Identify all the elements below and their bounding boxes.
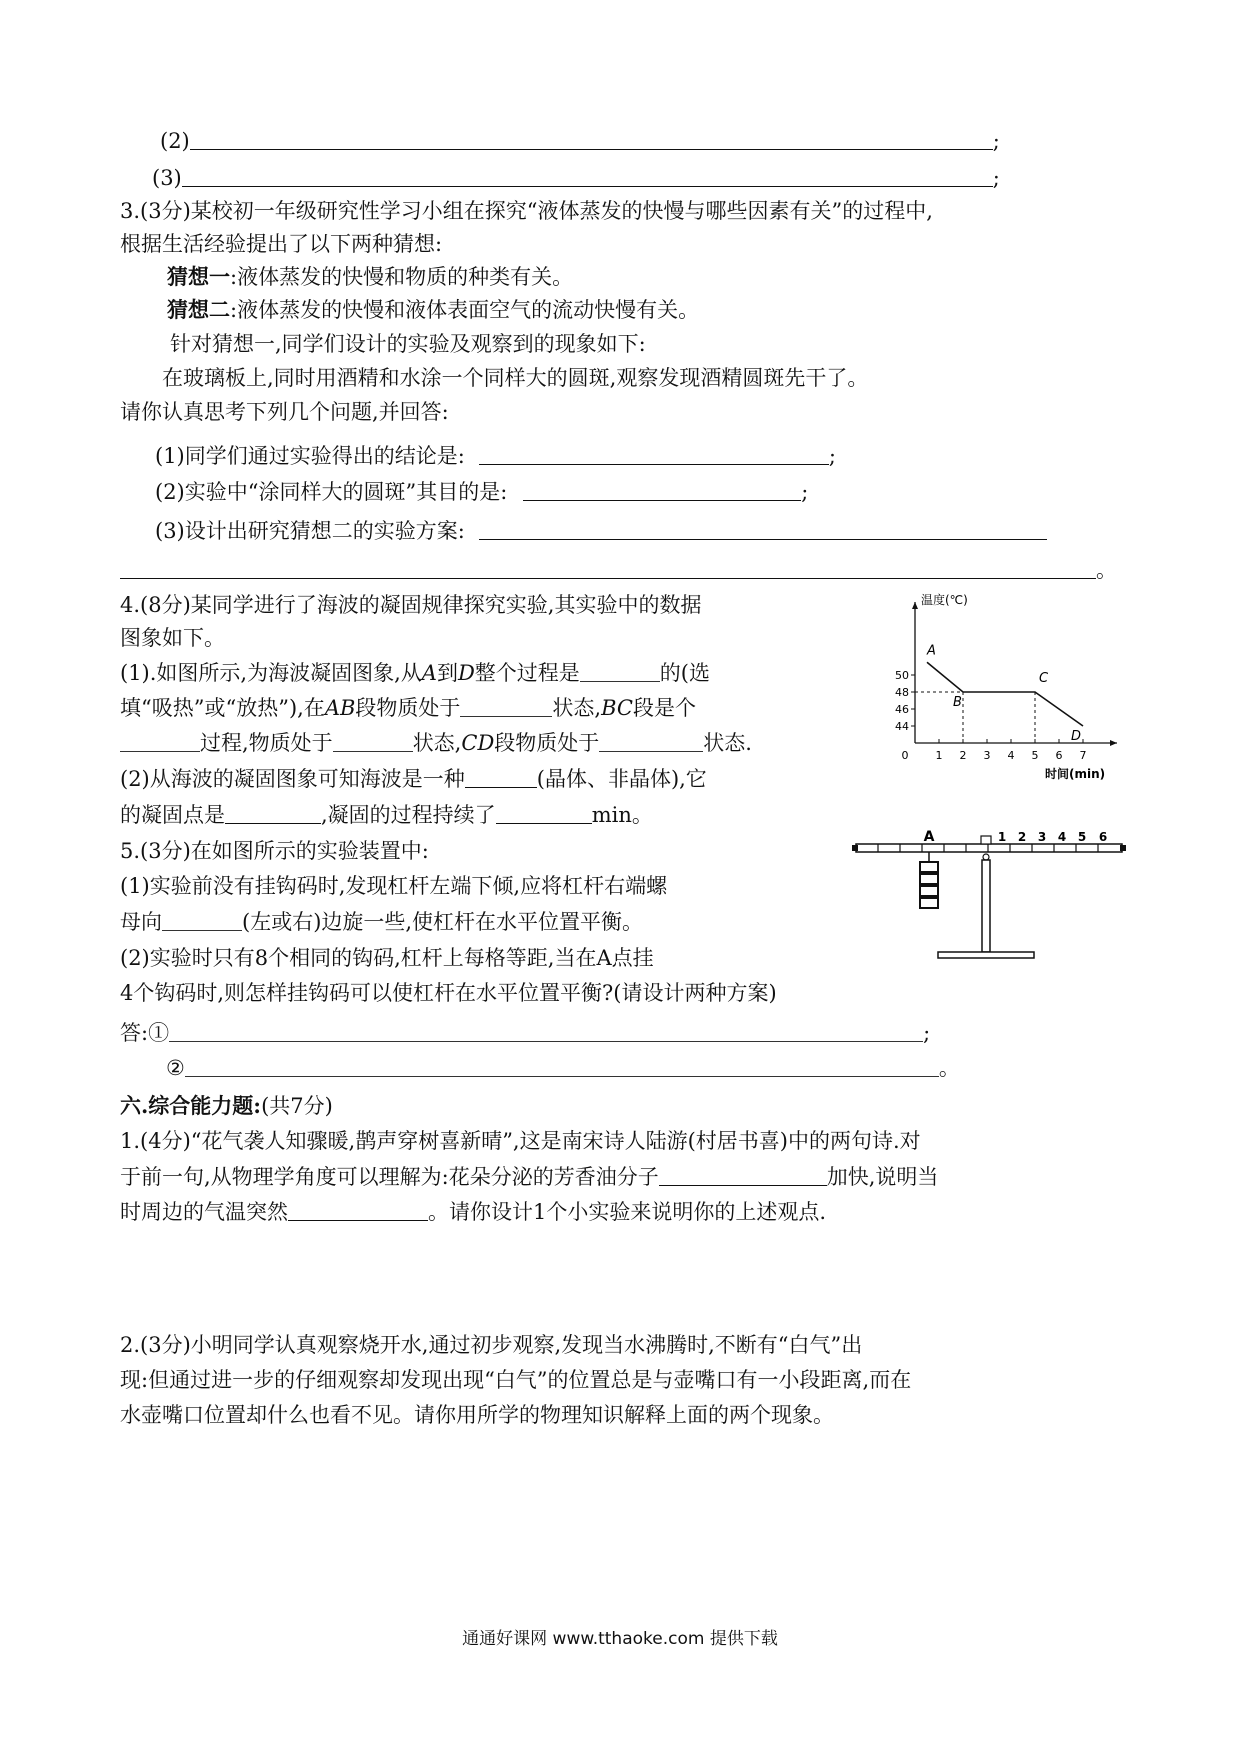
q3-intro-1: 3.(3分)某校初一年级研究性学习小组在探究“液体蒸发的快慢与哪些因素有关”的过程中, xyxy=(120,199,933,223)
q4-l3-c: 整个过程是 xyxy=(474,661,580,685)
q6-p2-line-2: 现:但通过进一步的仔细观察却发现出现“白气”的位置总是与壶嘴口有一小段距离,而在 xyxy=(120,1368,912,1392)
x-tick-label: 5 xyxy=(1031,749,1039,762)
q3-sub-2-end: ; xyxy=(801,480,809,504)
lever-mark-1: 1 xyxy=(997,830,1007,844)
q2-answer-blank-2[interactable] xyxy=(190,127,993,150)
q6-p2-line-1: 2.(3分)小明同学认真观察烧开水,通过初步观察,发现当水沸腾时,不断有“白气”出 xyxy=(120,1333,863,1357)
q3-intro-2: 根据生活经验提出了以下两种猜想: xyxy=(120,232,443,256)
q5-line-1: 5.(3分)在如图所示的实验装置中: xyxy=(120,839,429,863)
point-label-b: B xyxy=(953,695,962,710)
q2-answer-blank-3[interactable] xyxy=(182,164,993,187)
q5-answer-1-end: ; xyxy=(923,1021,931,1045)
q4-blank-bc-state[interactable] xyxy=(333,729,413,752)
q3-experiment-intro: 针对猜想一,同学们设计的实验及观察到的现象如下: xyxy=(170,332,646,356)
q4-l4-AB: AB xyxy=(324,696,356,720)
lever-mark-6: 6 xyxy=(1098,830,1108,844)
q4-l5-CD: CD xyxy=(461,731,495,755)
section-6-points: (共7分) xyxy=(261,1094,333,1118)
q4-l7-a: 的凝固点是 xyxy=(120,803,225,827)
pivot-icon xyxy=(983,854,989,860)
q4-l3-D: D xyxy=(457,661,475,685)
point-label-a: A xyxy=(927,643,936,659)
q4-line-6 xyxy=(120,764,707,794)
x-axis-arrow xyxy=(1110,740,1117,746)
page-footer: 通通好课网 www.tthaoke.com 提供下载 xyxy=(462,1629,778,1649)
x-tick-label: 6 xyxy=(1055,749,1063,762)
q4-l5-c: 段物质处于 xyxy=(494,731,600,755)
q4-l4-d: 段是个 xyxy=(633,696,696,720)
q5-line-3 xyxy=(120,907,643,937)
q4-l5-a: 过程,物质处于 xyxy=(200,731,333,755)
q3-answer-blank-1[interactable] xyxy=(479,442,829,465)
q3-answer-blank-2[interactable] xyxy=(523,478,801,501)
y-tick-label: 46 xyxy=(895,703,909,716)
guess-1-label: 猜想一 xyxy=(167,264,230,289)
q2-line-3 xyxy=(152,163,1000,193)
lever-stand-pole xyxy=(982,860,990,952)
solidification-curve xyxy=(927,662,1083,726)
q5-answer-2-mark: ② xyxy=(166,1056,185,1080)
q5-answer-1-mark: ① xyxy=(148,1021,170,1045)
q3-sub-2-text: (2)实验中“涂同样大的圆斑”其目的是: xyxy=(155,480,508,504)
q6-p1-line-2 xyxy=(120,1162,938,1192)
q4-l6-a: (2)从海波的凝固图象可知海波是一种 xyxy=(120,767,465,791)
q3-sub-3-end: 。 xyxy=(1096,558,1117,582)
q6-p1-l2-a: 于前一句,从物理学角度可以理解为:花朵分泌的芳香油分子 xyxy=(120,1165,659,1189)
y-axis-arrow xyxy=(912,602,918,609)
y-tick-label: 50 xyxy=(895,669,909,682)
q4-blank-cd-state[interactable] xyxy=(599,729,703,752)
q4-blank-crystal[interactable] xyxy=(465,765,537,788)
guess-1-text: :液体蒸发的快慢和物质的种类有关。 xyxy=(230,265,574,289)
hanging-weights-icon xyxy=(920,862,938,908)
q4-line-3 xyxy=(120,658,710,688)
q3-sub-1 xyxy=(155,441,836,471)
x-tick-label: 2 xyxy=(959,749,967,762)
q5-line-5: 4个钩码时,则怎样挂钩码可以使杠杆在水平位置平衡?(请设计两种方案) xyxy=(120,981,777,1005)
y-tick-label: 48 xyxy=(895,686,909,699)
q4-l6-b: (晶体、非晶体),它 xyxy=(536,767,707,791)
q4-blank-freezing-point[interactable] xyxy=(225,801,321,824)
q6-p1-line-1: 1.(4分)“花气袭人知骤暖,鹊声穿树喜新晴”,这是南宋诗人陆游(村居书喜)中的两句诗.对 xyxy=(120,1129,921,1153)
q4-line-4 xyxy=(120,693,696,723)
pivot-cap xyxy=(981,836,991,844)
lever-mark-5: 5 xyxy=(1077,830,1087,844)
q5-l3-b: (左或右)边旋一些,使杠杆在水平位置平衡。 xyxy=(242,910,644,934)
q3-sub-3 xyxy=(155,516,1047,546)
q4-l3-d: 的(选 xyxy=(659,661,710,685)
solidification-chart xyxy=(885,588,1125,788)
q5-blank-direction[interactable] xyxy=(162,908,242,931)
q3-guess-1 xyxy=(167,262,573,292)
q4-l4-c: 状态, xyxy=(552,696,602,720)
q3-ask: 请你认真思考下列几个问题,并回答: xyxy=(120,400,449,424)
q6-p1-l2-b: 加快,说明当 xyxy=(826,1165,939,1189)
q2-line-3-number: (3) xyxy=(152,166,182,190)
x-tick-label: 0 xyxy=(901,749,909,762)
q4-l4-BC: BC xyxy=(601,696,633,720)
q2-line-3-end: ; xyxy=(992,166,1000,190)
q5-answer-1 xyxy=(120,1018,930,1048)
q6-blank-molecules[interactable] xyxy=(659,1163,827,1186)
q4-line-7 xyxy=(120,800,653,830)
lever-mark-4: 4 xyxy=(1057,830,1067,844)
q3-sub-3-text: (3)设计出研究猜想二的实验方案: xyxy=(155,519,465,543)
lever-mark-3: 3 xyxy=(1037,830,1047,844)
x-axis-label: 时间(min) xyxy=(1045,767,1106,781)
lever-mark-2: 2 xyxy=(1017,830,1027,844)
q3-sub-3-continue xyxy=(120,555,1117,585)
lever-bar xyxy=(856,844,1122,852)
section-6-heading: 六.综合能力题: xyxy=(120,1093,262,1118)
q2-line-2 xyxy=(160,126,1000,156)
q4-l3-b: 到 xyxy=(436,661,458,685)
q3-answer-blank-3b[interactable] xyxy=(120,556,1096,579)
q3-sub-2 xyxy=(155,477,808,507)
q3-sub-1-text: (1)同学们通过实验得出的结论是: xyxy=(155,444,465,468)
x-tick-label: 3 xyxy=(983,749,991,762)
q4-l7-b: ,凝固的过程持续了 xyxy=(321,803,496,827)
q4-blank-ab-state[interactable] xyxy=(460,694,552,717)
q3-sub-1-end: ; xyxy=(828,444,836,468)
q5-line-4: (2)实验时只有8个相同的钩码,杠杆上每格等距,当在A点挂 xyxy=(120,946,654,970)
q4-l3-A: A xyxy=(421,661,437,685)
q3-answer-blank-3a[interactable] xyxy=(479,517,1047,540)
q4-blank-duration[interactable] xyxy=(496,801,592,824)
q5-l3-a: 母向 xyxy=(120,910,162,934)
lever-point-a: A xyxy=(923,830,935,845)
y-tick-label: 44 xyxy=(895,720,909,733)
lever-diagram xyxy=(850,830,1130,970)
q4-l4-a: 填“吸热”或“放热”),在 xyxy=(120,696,325,720)
q5-answer-2-end: 。 xyxy=(938,1056,960,1080)
lever-stand-base xyxy=(938,952,1034,958)
q6-blank-temperature[interactable] xyxy=(288,1198,428,1221)
q4-blank-bc-process[interactable] xyxy=(120,729,200,752)
q4-blank-heat[interactable] xyxy=(580,659,660,682)
x-tick-label: 7 xyxy=(1079,749,1087,762)
guess-2-label: 猜想二 xyxy=(167,297,230,322)
q3-experiment-text: 在玻璃板上,同时用酒精和水涂一个同样大的圆斑,观察发现酒精圆斑先干了。 xyxy=(162,366,869,390)
point-label-d: D xyxy=(1071,729,1082,744)
q6-p1-l3-b: 。请你设计1个小实验来说明你的上述观点. xyxy=(428,1200,827,1224)
q5-answer-2 xyxy=(166,1053,960,1083)
q2-line-2-number: (2) xyxy=(160,129,190,153)
q4-line-1: 4.(8分)某同学进行了海波的凝固规律探究实验,其实验中的数据 xyxy=(120,593,702,617)
x-tick-label: 1 xyxy=(935,749,943,762)
q5-answer-blank-2[interactable] xyxy=(185,1054,939,1077)
x-tick-label: 4 xyxy=(1007,749,1015,762)
q4-l5-d: 状态. xyxy=(703,731,752,755)
q4-l4-b: 段物质处于 xyxy=(355,696,461,720)
q4-line-5 xyxy=(120,728,752,758)
q4-l3-a: (1).如图所示,为海波凝固图象,从 xyxy=(120,661,422,685)
y-axis-label: 温度(℃) xyxy=(921,593,968,607)
lever-right-end xyxy=(1120,845,1126,851)
q6-p1-line-3 xyxy=(120,1197,826,1227)
q4-line-2: 图象如下。 xyxy=(120,626,225,650)
q5-line-2: (1)实验前没有挂钩码时,发现杠杆左端下倾,应将杠杆右端螺 xyxy=(120,874,668,898)
q4-l7-c: min。 xyxy=(591,803,653,827)
q6-p2-line-3: 水壶嘴口位置却什么也看不见。请你用所学的物理知识解释上面的两个现象。 xyxy=(120,1403,834,1427)
point-label-c: C xyxy=(1039,671,1049,686)
q5-answer-label: 答: xyxy=(120,1021,149,1045)
q5-answer-blank-1[interactable] xyxy=(169,1019,923,1042)
q2-line-2-end: ; xyxy=(992,129,1000,153)
q6-p1-l3-a: 时周边的气温突然 xyxy=(120,1200,288,1224)
q4-l5-b: 状态, xyxy=(412,731,462,755)
lever-left-end xyxy=(852,845,858,851)
section-6-title xyxy=(120,1091,333,1121)
q3-guess-2 xyxy=(167,295,699,325)
guess-2-text: :液体蒸发的快慢和液体表面空气的流动快慢有关。 xyxy=(230,298,700,322)
